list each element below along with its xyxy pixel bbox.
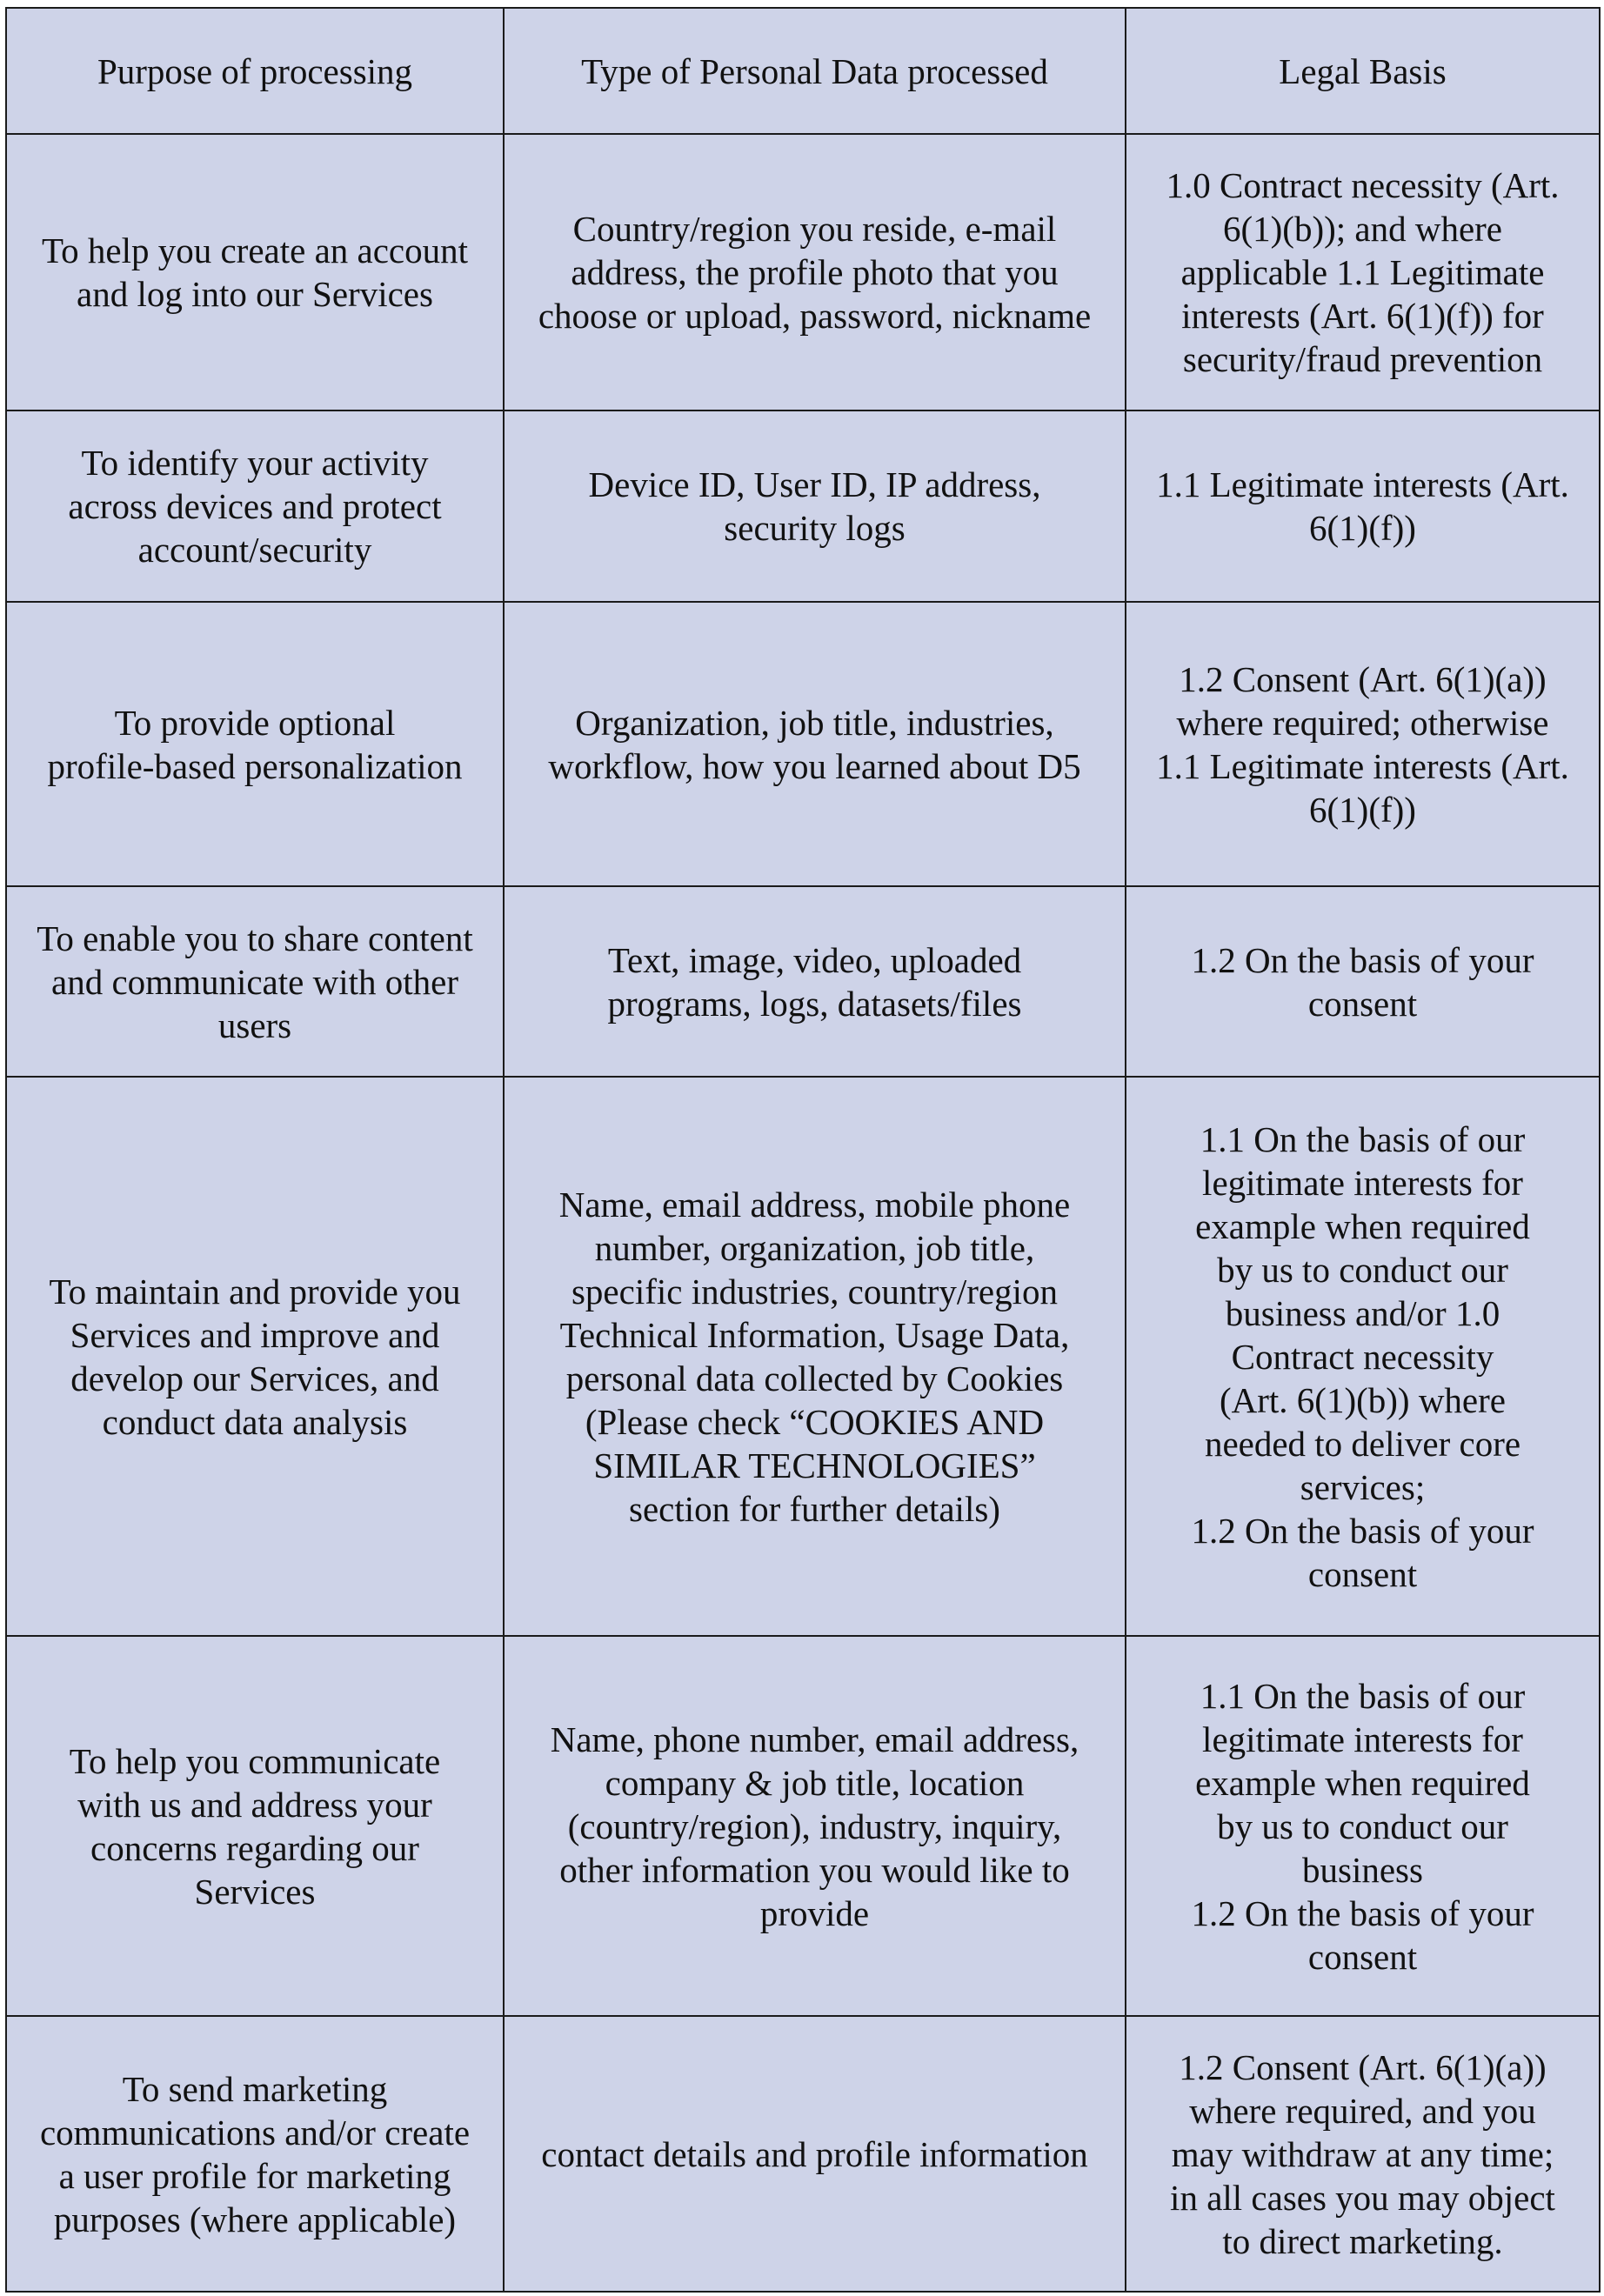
header-data-type: Type of Personal Data processed xyxy=(504,8,1126,134)
purpose-cell: To send marketing communications and/or create a user profile for marketing purposes (where applicable) xyxy=(6,2016,504,2292)
table-row xyxy=(6,886,1600,1077)
data-type-cell: Name, email address, mobile phone number, organization, job title, specific industries, country/region Technical Information, Usage Data, personal data collected by Cookies (Please check “COOKIES AND SIMILAR TECHNOLOGIES” section for further details) xyxy=(504,1077,1126,1636)
table-row xyxy=(6,134,1600,410)
data-type-cell: Device ID, User ID, IP address, security logs xyxy=(504,410,1126,602)
header-legal-basis: Legal Basis xyxy=(1126,8,1600,134)
table-row xyxy=(6,1077,1600,1636)
data-type-cell: Text, image, video, uploaded programs, logs, datasets/files xyxy=(504,886,1126,1077)
purpose-cell: To help you create an account and log into our Services xyxy=(6,134,504,410)
purpose-cell: To maintain and provide you Services and improve and develop our Services, and conduct data analysis xyxy=(6,1077,504,1636)
table-row xyxy=(6,2016,1600,2292)
header-purpose: Purpose of processing xyxy=(6,8,504,134)
table-row xyxy=(6,602,1600,886)
data-type-cell: contact details and profile information xyxy=(504,2016,1126,2292)
purpose-cell: To help you communicate with us and address your concerns regarding our Services xyxy=(6,1636,504,2016)
personal-data-processing-table xyxy=(5,7,1601,2293)
purpose-cell: To enable you to share content and communicate with other users xyxy=(6,886,504,1077)
legal-basis-cell: 1.1 On the basis of our legitimate interests for example when required by us to conduct our business 1.2 On the basis of your consent xyxy=(1126,1636,1600,2016)
personal-data-processing-table-container xyxy=(5,7,1599,2291)
legal-basis-cell: 1.1 Legitimate interests (Art. 6(1)(f)) xyxy=(1126,410,1600,602)
data-type-cell: Organization, job title, industries, workflow, how you learned about D5 xyxy=(504,602,1126,886)
purpose-cell: To identify your activity across devices and protect account/security xyxy=(6,410,504,602)
legal-basis-cell: 1.2 Consent (Art. 6(1)(a)) where required; otherwise 1.1 Legitimate interests (Art. 6(1)(f)) xyxy=(1126,602,1600,886)
legal-basis-cell: 1.1 On the basis of our legitimate interests for example when required by us to conduct our business and/or 1.0 Contract necessity (Art. 6(1)(b)) where needed to deliver core services; 1.2 On the basis of your consent xyxy=(1126,1077,1600,1636)
data-type-cell: Country/region you reside, e-mail address, the profile photo that you choose or upload, password, nickname xyxy=(504,134,1126,410)
table-row xyxy=(6,1636,1600,2016)
data-type-cell: Name, phone number, email address, company & job title, location (country/region), industry, inquiry, other information you would like to provide xyxy=(504,1636,1126,2016)
table-header-row xyxy=(6,8,1600,134)
legal-basis-cell: 1.0 Contract necessity (Art. 6(1)(b)); and where applicable 1.1 Legitimate interests (Art. 6(1)(f)) for security/fraud prevention xyxy=(1126,134,1600,410)
legal-basis-cell: 1.2 Consent (Art. 6(1)(a)) where required, and you may withdraw at any time; in all cases you may object to direct marketing. xyxy=(1126,2016,1600,2292)
purpose-cell: To provide optional profile-based personalization xyxy=(6,602,504,886)
legal-basis-cell: 1.2 On the basis of your consent xyxy=(1126,886,1600,1077)
table-row xyxy=(6,410,1600,602)
